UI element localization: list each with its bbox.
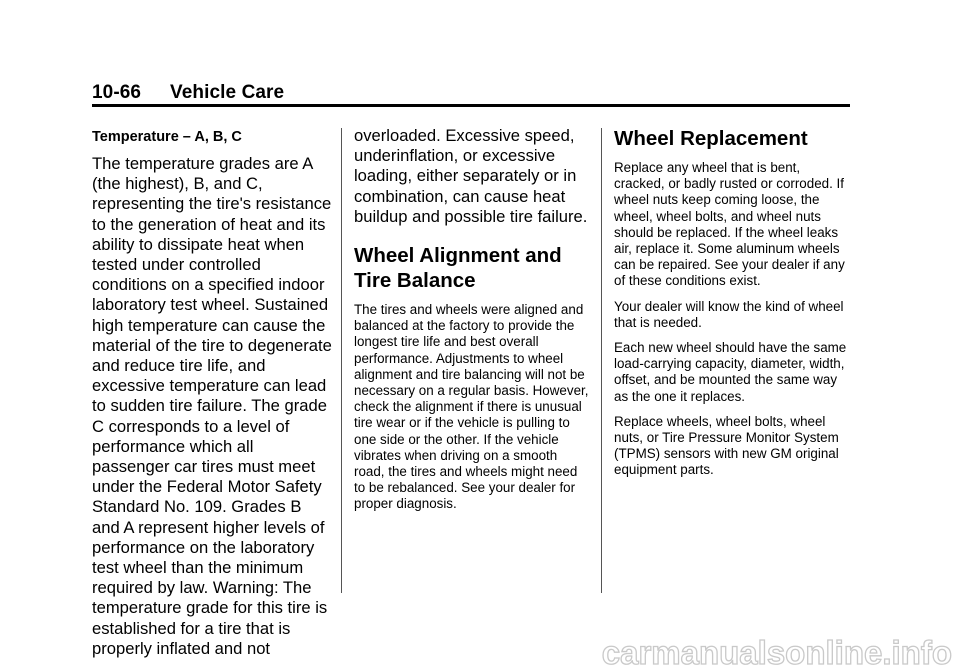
temperature-heading: Temperature – A, B, C	[92, 129, 242, 145]
page-number: 10-66	[92, 82, 142, 103]
column-3	[614, 126, 854, 488]
wheel-alignment-heading: Wheel Alignment and Tire Balance	[354, 244, 562, 293]
wheel-replacement-paragraph: Replace any wheel that is bent, cracked, or badly rusted or corroded. If wheel nuts keep coming loose, the wheel, wheel bolts, and wheel nuts should be replaced. If the wheel leaks air, replace it. Some aluminum wheels can be repaired. See your dealer if any of these conditions exist.	[614, 160, 845, 289]
wheel-replacement-paragraph: Your dealer will know the kind of wheel that is needed.	[614, 298, 844, 330]
wheel-replacement-paragraph: Each new wheel should have the same load-carrying capacity, diameter, width, offset, and be mounted the same way as the one it replaces.	[614, 340, 847, 404]
continued-paragraph: overloaded. Excessive speed, underinflation, or excessive loading, either separately or in combination, can cause heat buildup and possible tire failure.	[354, 126, 588, 226]
section-title: Vehicle Care	[170, 82, 285, 103]
column-2	[354, 126, 590, 522]
column-divider	[601, 128, 602, 593]
page-header	[92, 82, 850, 104]
wheel-alignment-paragraph: The tires and wheels were aligned and balanced at the factory to provide the longest tire life and best overall performance. Adjustments to wheel alignment and tire balancing will not be necessary on a regular basis. However, check the alignment if there is unusual tire wear or if the vehicle is pulling to one side or the other. If the vehicle vibrates when driving on a smooth road, the tires and wheels might need to be rebalanced. See your dealer for proper diagnosis.	[354, 302, 589, 512]
temperature-paragraph: The temperature grades are A (the highest), B, and C, representing the tire's resistance to the generation of heat and its ability to dissipate heat when tested under controlled conditions on a specified indoor laboratory test wheel. Sustained high temperature can cause the material of the tire to degenerate and reduce tire life, and excessive temperature can lead to sudden tire failure. The grade C corresponds to a level of performance which all passenger car tires must meet under the Federal Motor Safety Standard No. 109. Grades B and A represent higher levels of performance on the laboratory test wheel than the minimum required by law. Warning: The temperature grade for this tire is established for a tire that is properly inflated and not	[92, 154, 332, 658]
column-1	[92, 126, 332, 659]
column-divider	[341, 128, 342, 593]
watermark-text: carmanualsonline.info	[601, 634, 952, 671]
wheel-replacement-heading: Wheel Replacement	[614, 127, 808, 150]
wheel-replacement-paragraph: Replace wheels, wheel bolts, wheel nuts, or Tire Pressure Monitor System (TPMS) sensors with new GM original equipment parts.	[614, 413, 839, 478]
header-rule	[92, 104, 850, 107]
